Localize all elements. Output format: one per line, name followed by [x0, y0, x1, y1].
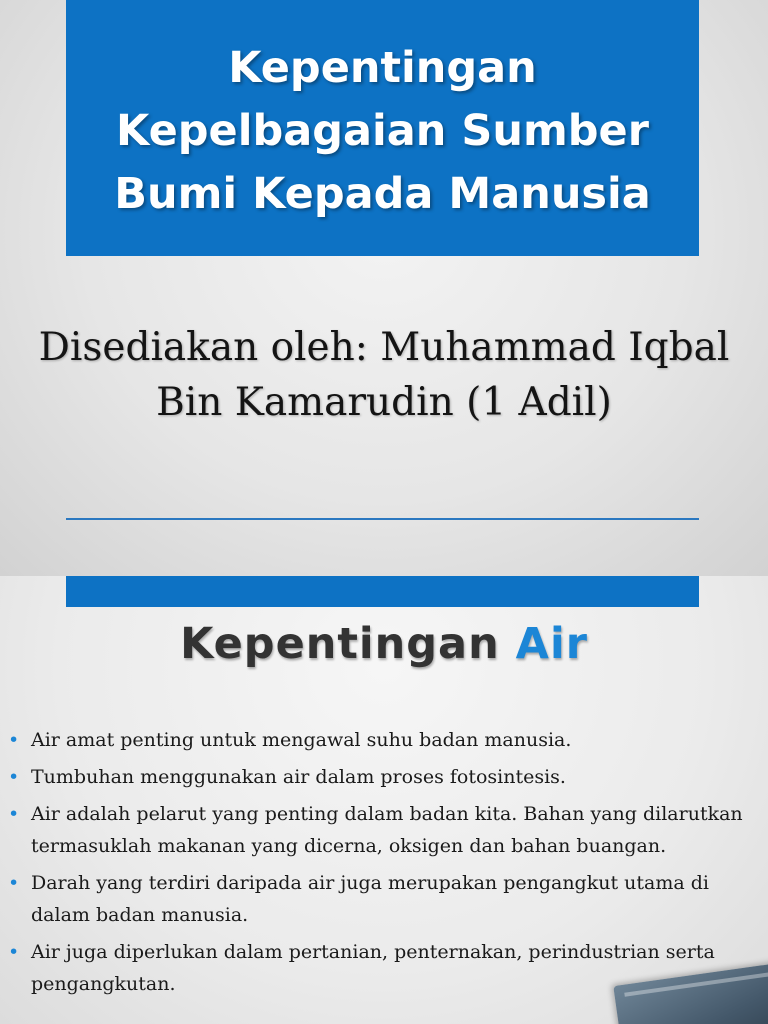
author-subtitle: Disediakan oleh: Muhammad Iqbal Bin Kamarudin (1 Adil) — [38, 325, 730, 425]
bullet-text: Air amat penting untuk mengawal suhu badan manusia. — [31, 729, 572, 751]
bullet-text: Darah yang terdiri daripada air juga merupakan pengangkut utama di dalam badan manusia. — [31, 872, 709, 926]
bullet-dot-icon: • — [8, 872, 20, 894]
title-banner — [66, 0, 699, 256]
bullet-dot-icon: • — [8, 941, 20, 963]
bullet-dot-icon: • — [8, 803, 20, 825]
bullet-list — [8, 724, 760, 1005]
heading-main-text: Kepentingan — [180, 619, 500, 669]
bullet-item — [8, 724, 760, 756]
divider-line — [66, 518, 699, 520]
header-bar — [66, 576, 699, 607]
content-slide — [0, 576, 768, 1024]
bullet-dot-icon: • — [8, 729, 20, 751]
section-heading — [0, 614, 768, 674]
bullet-text: Tumbuhan menggunakan air dalam proses fotosintesis. — [31, 766, 566, 788]
bullet-text: Air adalah pelarut yang penting dalam badan kita. Bahan yang dilarutkan termasuklah makanan yang dicerna, oksigen dan bahan buangan. — [31, 803, 743, 857]
bullet-item — [8, 867, 760, 931]
bullet-item — [8, 798, 760, 862]
heading-accent-text: Air — [515, 619, 588, 669]
bullet-text: Air juga diperlukan dalam pertanian, penternakan, perindustrian serta pengangkutan. — [31, 941, 715, 995]
bullet-item — [8, 761, 760, 793]
bullet-dot-icon: • — [8, 766, 20, 788]
slide-title: Kepentingan Kepelbagaian Sumber Bumi Kepada Manusia — [114, 42, 651, 219]
